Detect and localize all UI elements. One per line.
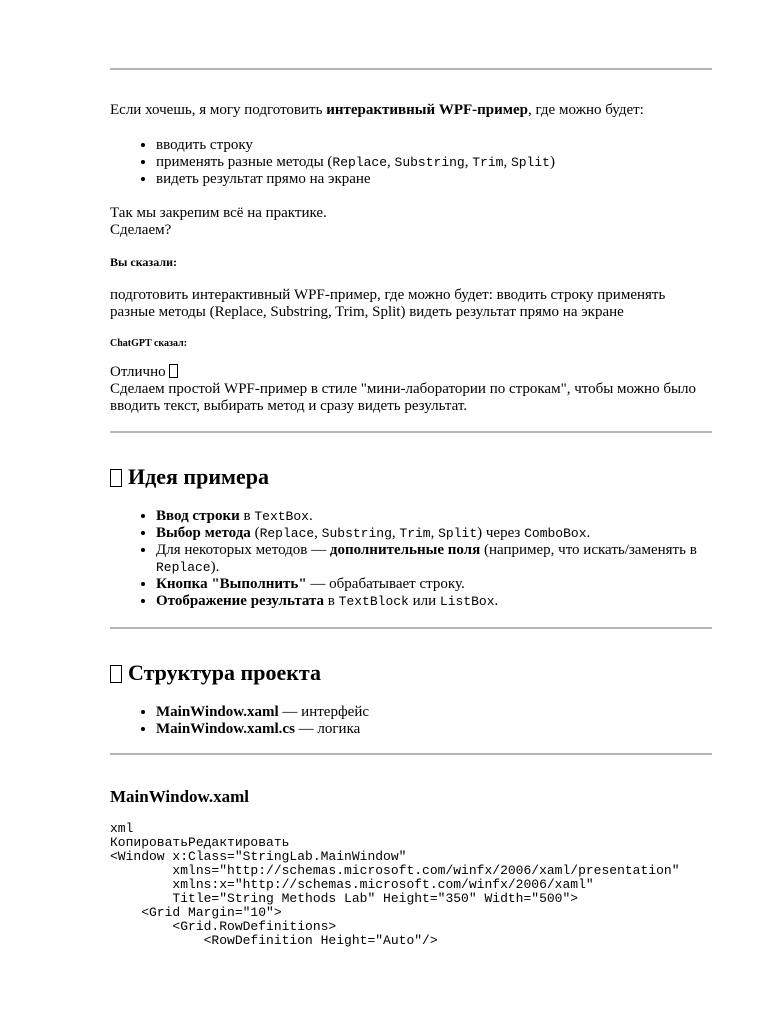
code-trim: Trim — [472, 155, 504, 170]
reply-line: Отлично — [110, 364, 166, 380]
divider — [110, 627, 712, 629]
code-textbox: TextBox — [254, 509, 309, 524]
intro-paragraph — [110, 102, 712, 119]
list-item-text: вводить строку — [156, 137, 253, 153]
code-textblock: TextBlock — [338, 594, 409, 609]
structure-heading — [110, 660, 712, 686]
intro-text-end: , где можно будет: — [528, 102, 644, 118]
intro-list — [110, 137, 758, 188]
item-text: или — [408, 593, 440, 609]
user-label: Вы сказали: — [110, 255, 178, 269]
divider — [110, 753, 712, 755]
item-text: . — [494, 593, 499, 609]
assistant-reply — [110, 364, 712, 415]
list-item — [156, 704, 758, 721]
heading-text: Идея примера — [128, 464, 269, 489]
idea-heading — [110, 464, 712, 490]
code-combobox: ComboBox — [524, 526, 587, 541]
code-section-heading: MainWindow.xaml — [110, 787, 250, 806]
emoji-placeholder-icon — [169, 364, 178, 378]
heading-text: Структура проекта — [128, 660, 321, 685]
list-item — [156, 593, 758, 610]
item-bold: MainWindow.xaml — [156, 704, 279, 720]
reply-line: Сделаем простой WPF-пример в стиле "мини-лаборатории по строкам", чтобы можно было вводить текст, выбирать метод и сразу видеть результат. — [110, 381, 697, 414]
list-item — [156, 171, 758, 188]
item-text: — логика — [294, 721, 361, 737]
closing-line: Сделаем? — [110, 222, 172, 238]
item-text: ( — [250, 525, 260, 541]
list-item — [156, 542, 758, 576]
code-listbox: ListBox — [439, 594, 495, 609]
list-item — [156, 576, 758, 593]
item-bold: Ввод строки — [156, 508, 240, 524]
code-trim: Trim — [399, 526, 431, 541]
idea-list — [110, 508, 758, 610]
closing-paragraph — [110, 205, 712, 239]
item-text: — обрабатывает строку. — [306, 576, 465, 592]
list-item — [156, 508, 758, 525]
item-text: . — [586, 525, 591, 541]
sep: , — [430, 525, 439, 541]
assistant-label: ChatGPT сказал: — [110, 338, 188, 349]
code-substring: Substring — [321, 526, 392, 541]
structure-list — [110, 704, 758, 738]
list-item — [156, 721, 758, 738]
item-text: ). — [210, 559, 220, 575]
code-block: xml КопироватьРедактировать <Window x:Class="StringLab.MainWindow" xmlns="http://schemas.microsoft.com/winfx/2006/xaml/presentation" xmlns:x="http://schemas.microsoft.com/winfx/2006/xaml" Title="String Methods Lab" Height="350" Width="500"> <Grid Margin="10"> <Grid.RowDefinitions> <RowDefinition Height="Auto"/> — [110, 821, 680, 948]
code-split: Split — [510, 155, 550, 170]
divider — [110, 431, 712, 433]
sep: , — [387, 154, 395, 170]
item-bold: MainWindow.xaml.cs — [156, 721, 295, 737]
list-item-text: видеть результат прямо на экране — [156, 171, 371, 187]
sep: , — [314, 525, 322, 541]
list-item-text: применять разные методы ( — [156, 154, 333, 170]
intro-bold: интерактивный WPF-пример — [326, 102, 529, 118]
item-text: Для некоторых методов — — [156, 542, 330, 558]
code-replace: Replace — [332, 155, 388, 170]
item-bold: Выбор метода — [156, 525, 251, 541]
code-replace: Replace — [259, 526, 315, 541]
emoji-placeholder-icon — [110, 469, 122, 487]
item-text: — интерфейс — [278, 704, 370, 720]
sep: , — [391, 525, 400, 541]
item-text: в — [324, 593, 339, 609]
item-text: (например, что искать/заменять в — [480, 542, 697, 558]
item-bold: Кнопка "Выполнить" — [156, 576, 307, 592]
code-substring: Substring — [394, 155, 465, 170]
code-split: Split — [438, 526, 478, 541]
item-text: . — [308, 508, 313, 524]
item-text: ) через — [477, 525, 525, 541]
sep: , — [503, 154, 511, 170]
list-item — [156, 525, 758, 542]
intro-text: Если хочешь, я могу подготовить — [110, 102, 327, 118]
list-item — [156, 137, 758, 154]
divider — [110, 68, 712, 70]
closing-line: Так мы закрепим всё на практике. — [110, 205, 327, 221]
item-bold: дополнительные поля — [329, 542, 481, 558]
sep: , — [464, 154, 473, 170]
item-text: в — [239, 508, 255, 524]
code-replace: Replace — [156, 560, 211, 575]
emoji-placeholder-icon — [110, 665, 122, 683]
user-message: подготовить интерактивный WPF-пример, где можно будет: вводить строку применять разные методы (Replace, Substring, Trim, Split) видеть результат прямо на экране — [110, 287, 666, 320]
list-item-text: ) — [549, 154, 555, 170]
item-bold: Отображение результата — [156, 593, 325, 609]
list-item — [156, 154, 758, 171]
